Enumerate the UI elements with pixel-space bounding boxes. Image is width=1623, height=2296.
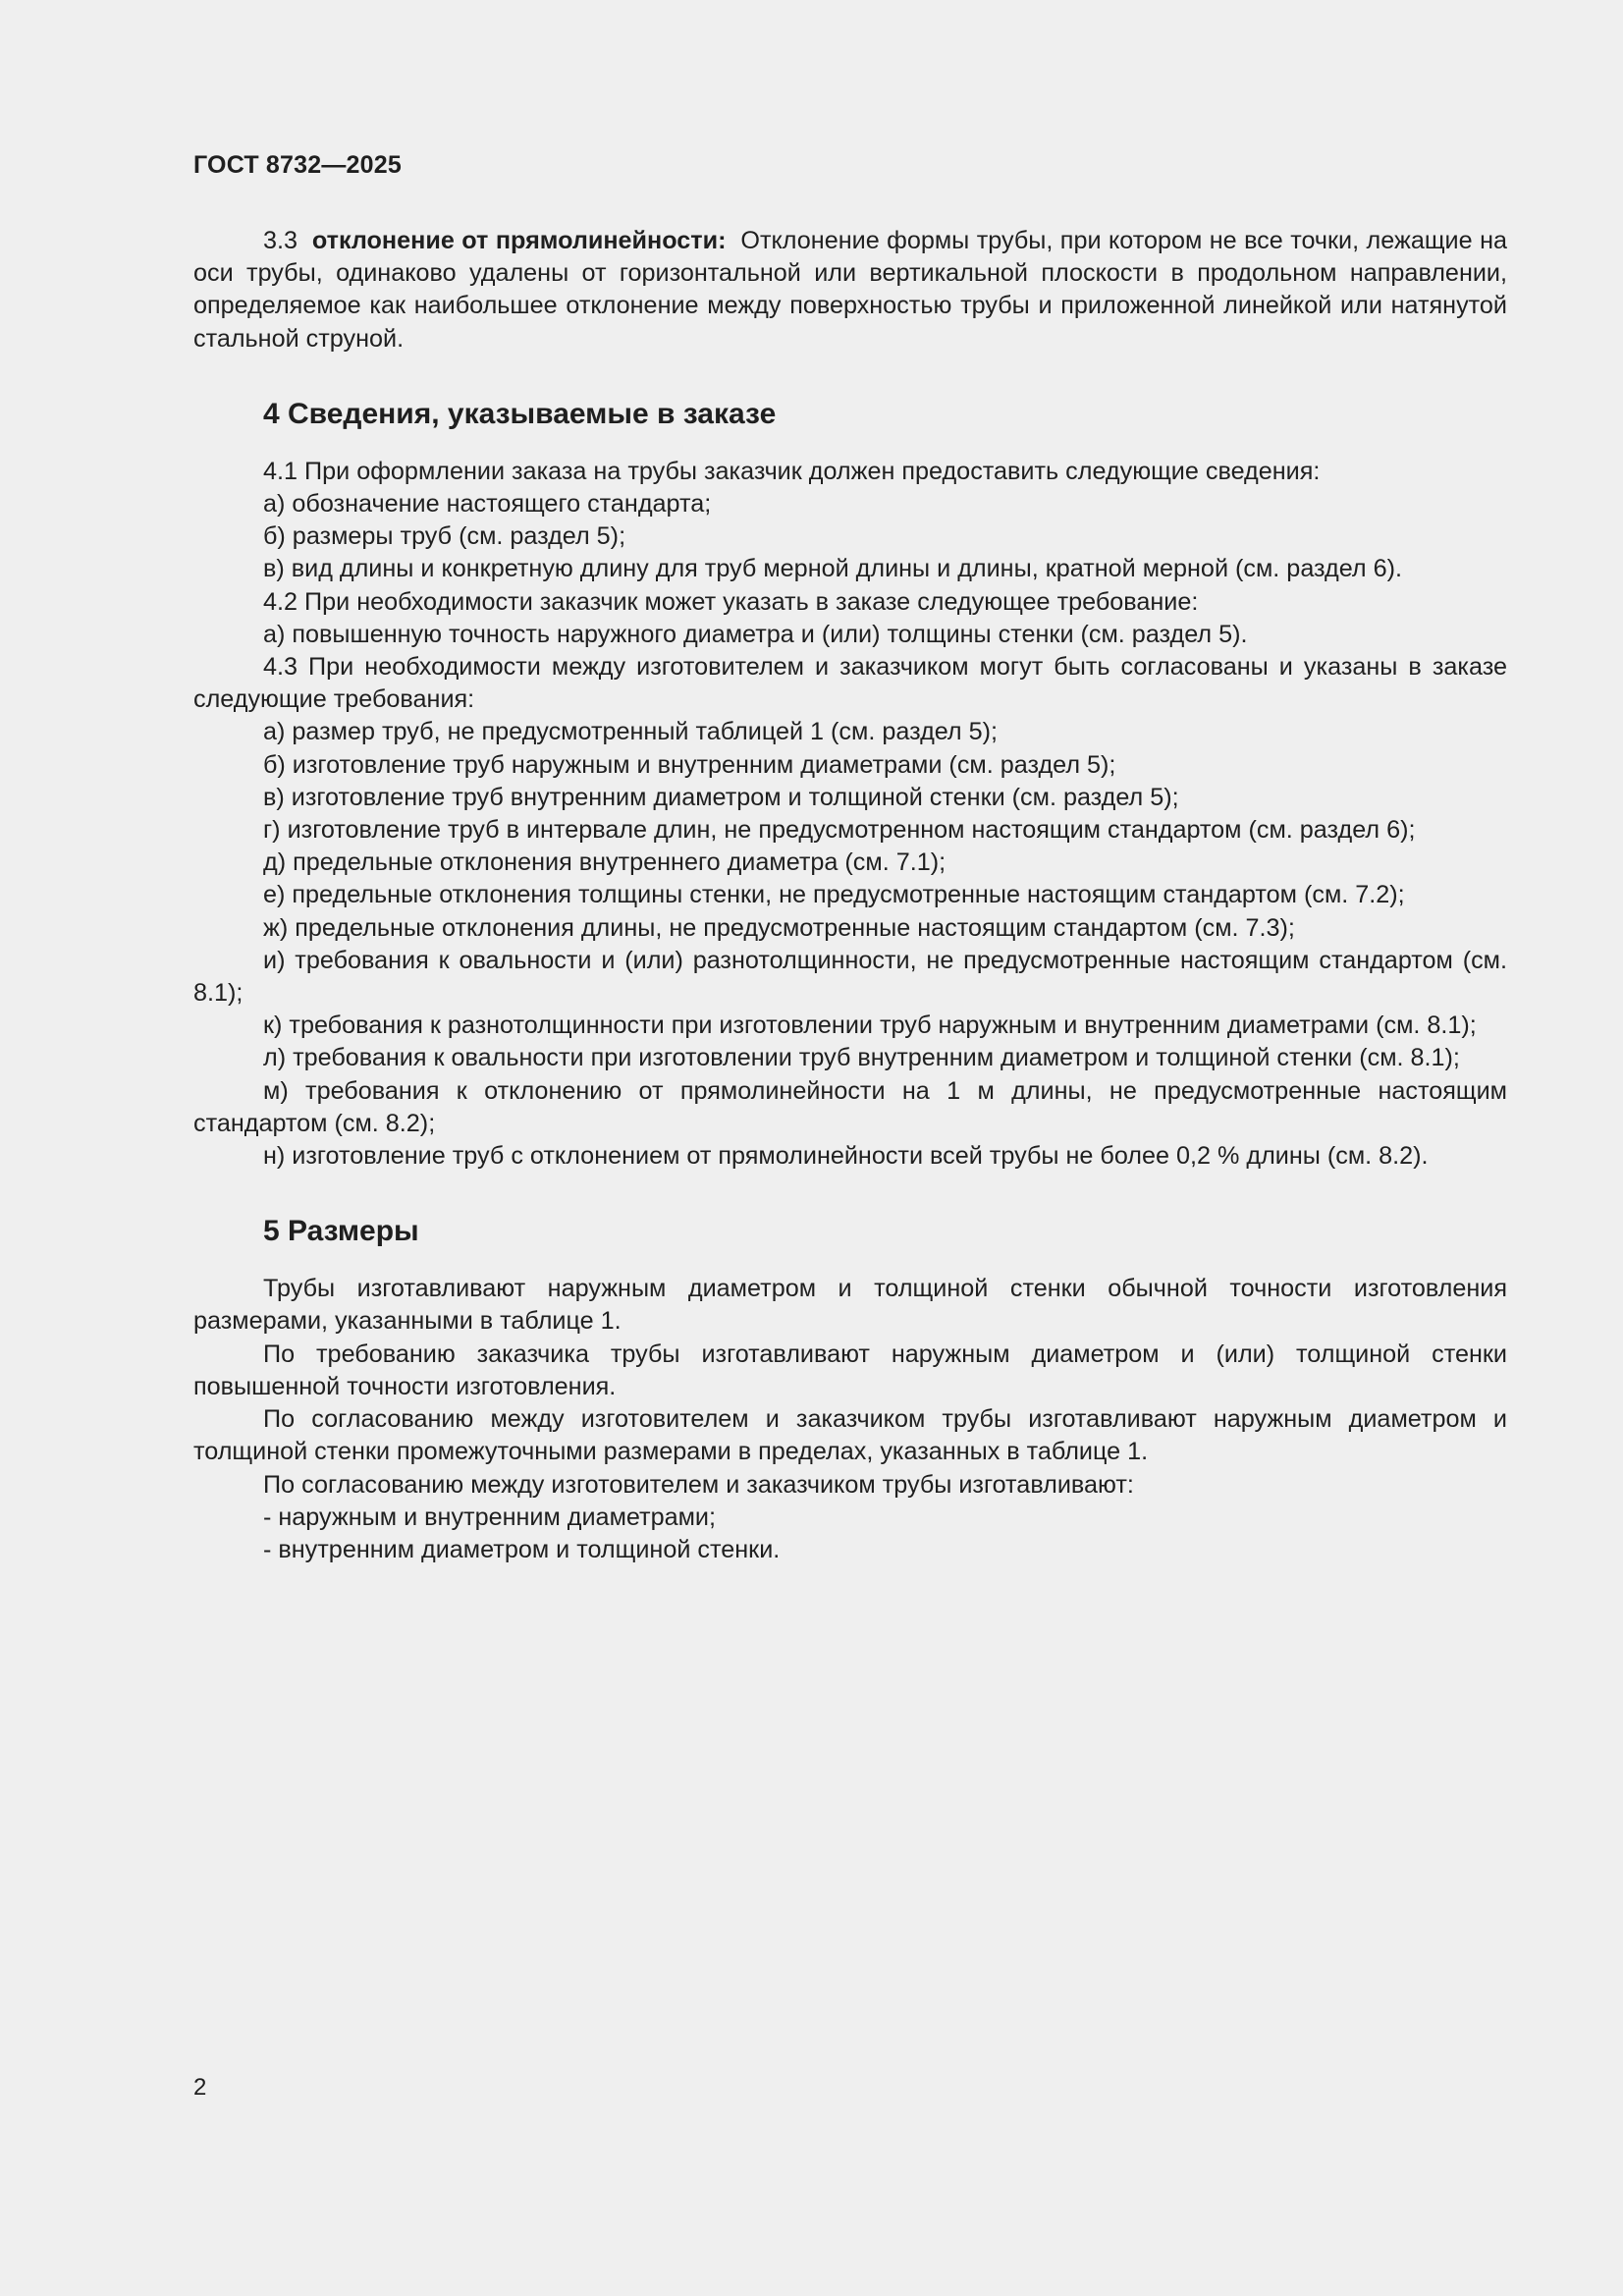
clause-4-3: 4.3 При необходимости между изготовителем и заказчиком могут быть согласованы и указаны в заказе следующие требования: [193,653,1507,714]
clause-4-2: 4.2 При необходимости заказчик может указать в заказе следующее требование: [263,587,1199,616]
list-item-4-3-n: н) изготовление труб с отклонением от прямолинейности всей трубы не более 0,2 % длины (см. 8.2). [263,1142,1429,1171]
page-content [193,225,1507,1566]
list-item-4-3-v: в) изготовление труб внутренним диаметром и толщиной стенки (см. раздел 5); [263,783,1179,811]
list-item-4-3-g: г) изготовление труб в интервале длин, не предусмотренном настоящим стандартом (см. раздел 6); [263,816,1416,845]
definition-term: отклонение от прямолинейности: [311,227,727,254]
section-5-paragraph-3: По согласованию между изготовителем и заказчиком трубы изготавливают наружным диаметром и толщиной стенки промежуточными размерами в пределах, указанных в таблице 1. [193,1405,1507,1466]
section-5-paragraph-1: Трубы изготавливают наружным диаметром и толщиной стенки обычной точности изготовления размерами, указанными в таблице 1. [193,1275,1507,1336]
list-item-4-3-e: е) предельные отклонения толщины стенки, не предусмотренные настоящим стандартом (см. 7.2); [263,881,1405,909]
list-item-4-1-v: в) вид длины и конкретную длину для труб мерной длины и длины, кратной мерной (см. раздел 6). [263,555,1402,583]
clause-4-1: 4.1 При оформлении заказа на трубы заказчик должен предоставить следующие сведения: [263,457,1321,485]
dash-item-outer-inner: - наружным и внутренним диаметрами; [263,1503,716,1531]
section-5-heading: 5 Размеры [263,1215,419,1248]
list-item-4-1-b: б) размеры труб (см. раздел 5); [263,522,626,551]
section-4-heading: 4 Сведения, указываемые в заказе [263,397,777,430]
definition-3-3 [193,225,1507,355]
list-item-4-3-a: а) размер труб, не предусмотренный таблицей 1 (см. раздел 5); [263,718,999,746]
document-code-header: ГОСТ 8732—2025 [193,151,402,179]
list-item-4-3-m: м) требования к отклонению от прямолинейности на 1 м длины, не предусмотренные настоящим стандартом (см. 8.2); [193,1076,1507,1137]
list-item-4-2-a: а) повышенную точность наружного диаметра и (или) толщины стенки (см. раздел 5). [263,620,1248,648]
page-number: 2 [193,2074,207,2101]
list-item-4-3-b: б) изготовление труб наружным и внутренним диаметрами (см. раздел 5); [263,750,1116,779]
list-item-4-1-a: а) обозначение настоящего стандарта; [263,490,712,519]
definition-text: Отклонение формы трубы, при котором не все точки, лежащие на оси трубы, одинаково удалены от горизонтальной или вертикальной плоскости в продольном направлении, определяемое как наибольшее отклонение между поверхностью трубы и приложенной линейкой или натянутой стальной струной. [193,227,1507,353]
dash-item-inner-wall: - внутренним диаметром и толщиной стенки. [263,1535,781,1563]
list-item-4-3-zh: ж) предельные отклонения длины, не предусмотренные настоящим стандартом (см. 7.3); [263,913,1295,942]
list-item-4-3-k: к) требования к разнотолщинности при изготовлении труб наружным и внутренним диаметрами (см. 8.1); [263,1011,1477,1040]
definition-number: 3.3 [263,227,298,254]
list-item-4-3-d: д) предельные отклонения внутреннего диаметра (см. 7.1); [263,848,947,877]
list-item-4-3-i: и) требования к овальности и (или) разнотолщинности, не предусмотренные настоящим стандартом (см. 8.1); [193,946,1507,1008]
section-5-paragraph-4: По согласованию между изготовителем и заказчиком трубы изготавливают: [263,1470,1134,1499]
section-5-paragraph-2: По требованию заказчика трубы изготавливают наружным диаметром и (или) толщиной стенки повышенной точности изготовления. [193,1339,1507,1400]
list-item-4-3-l: л) требования к овальности при изготовлении труб внутренним диаметром и толщиной стенки (см. 8.1); [263,1044,1460,1072]
